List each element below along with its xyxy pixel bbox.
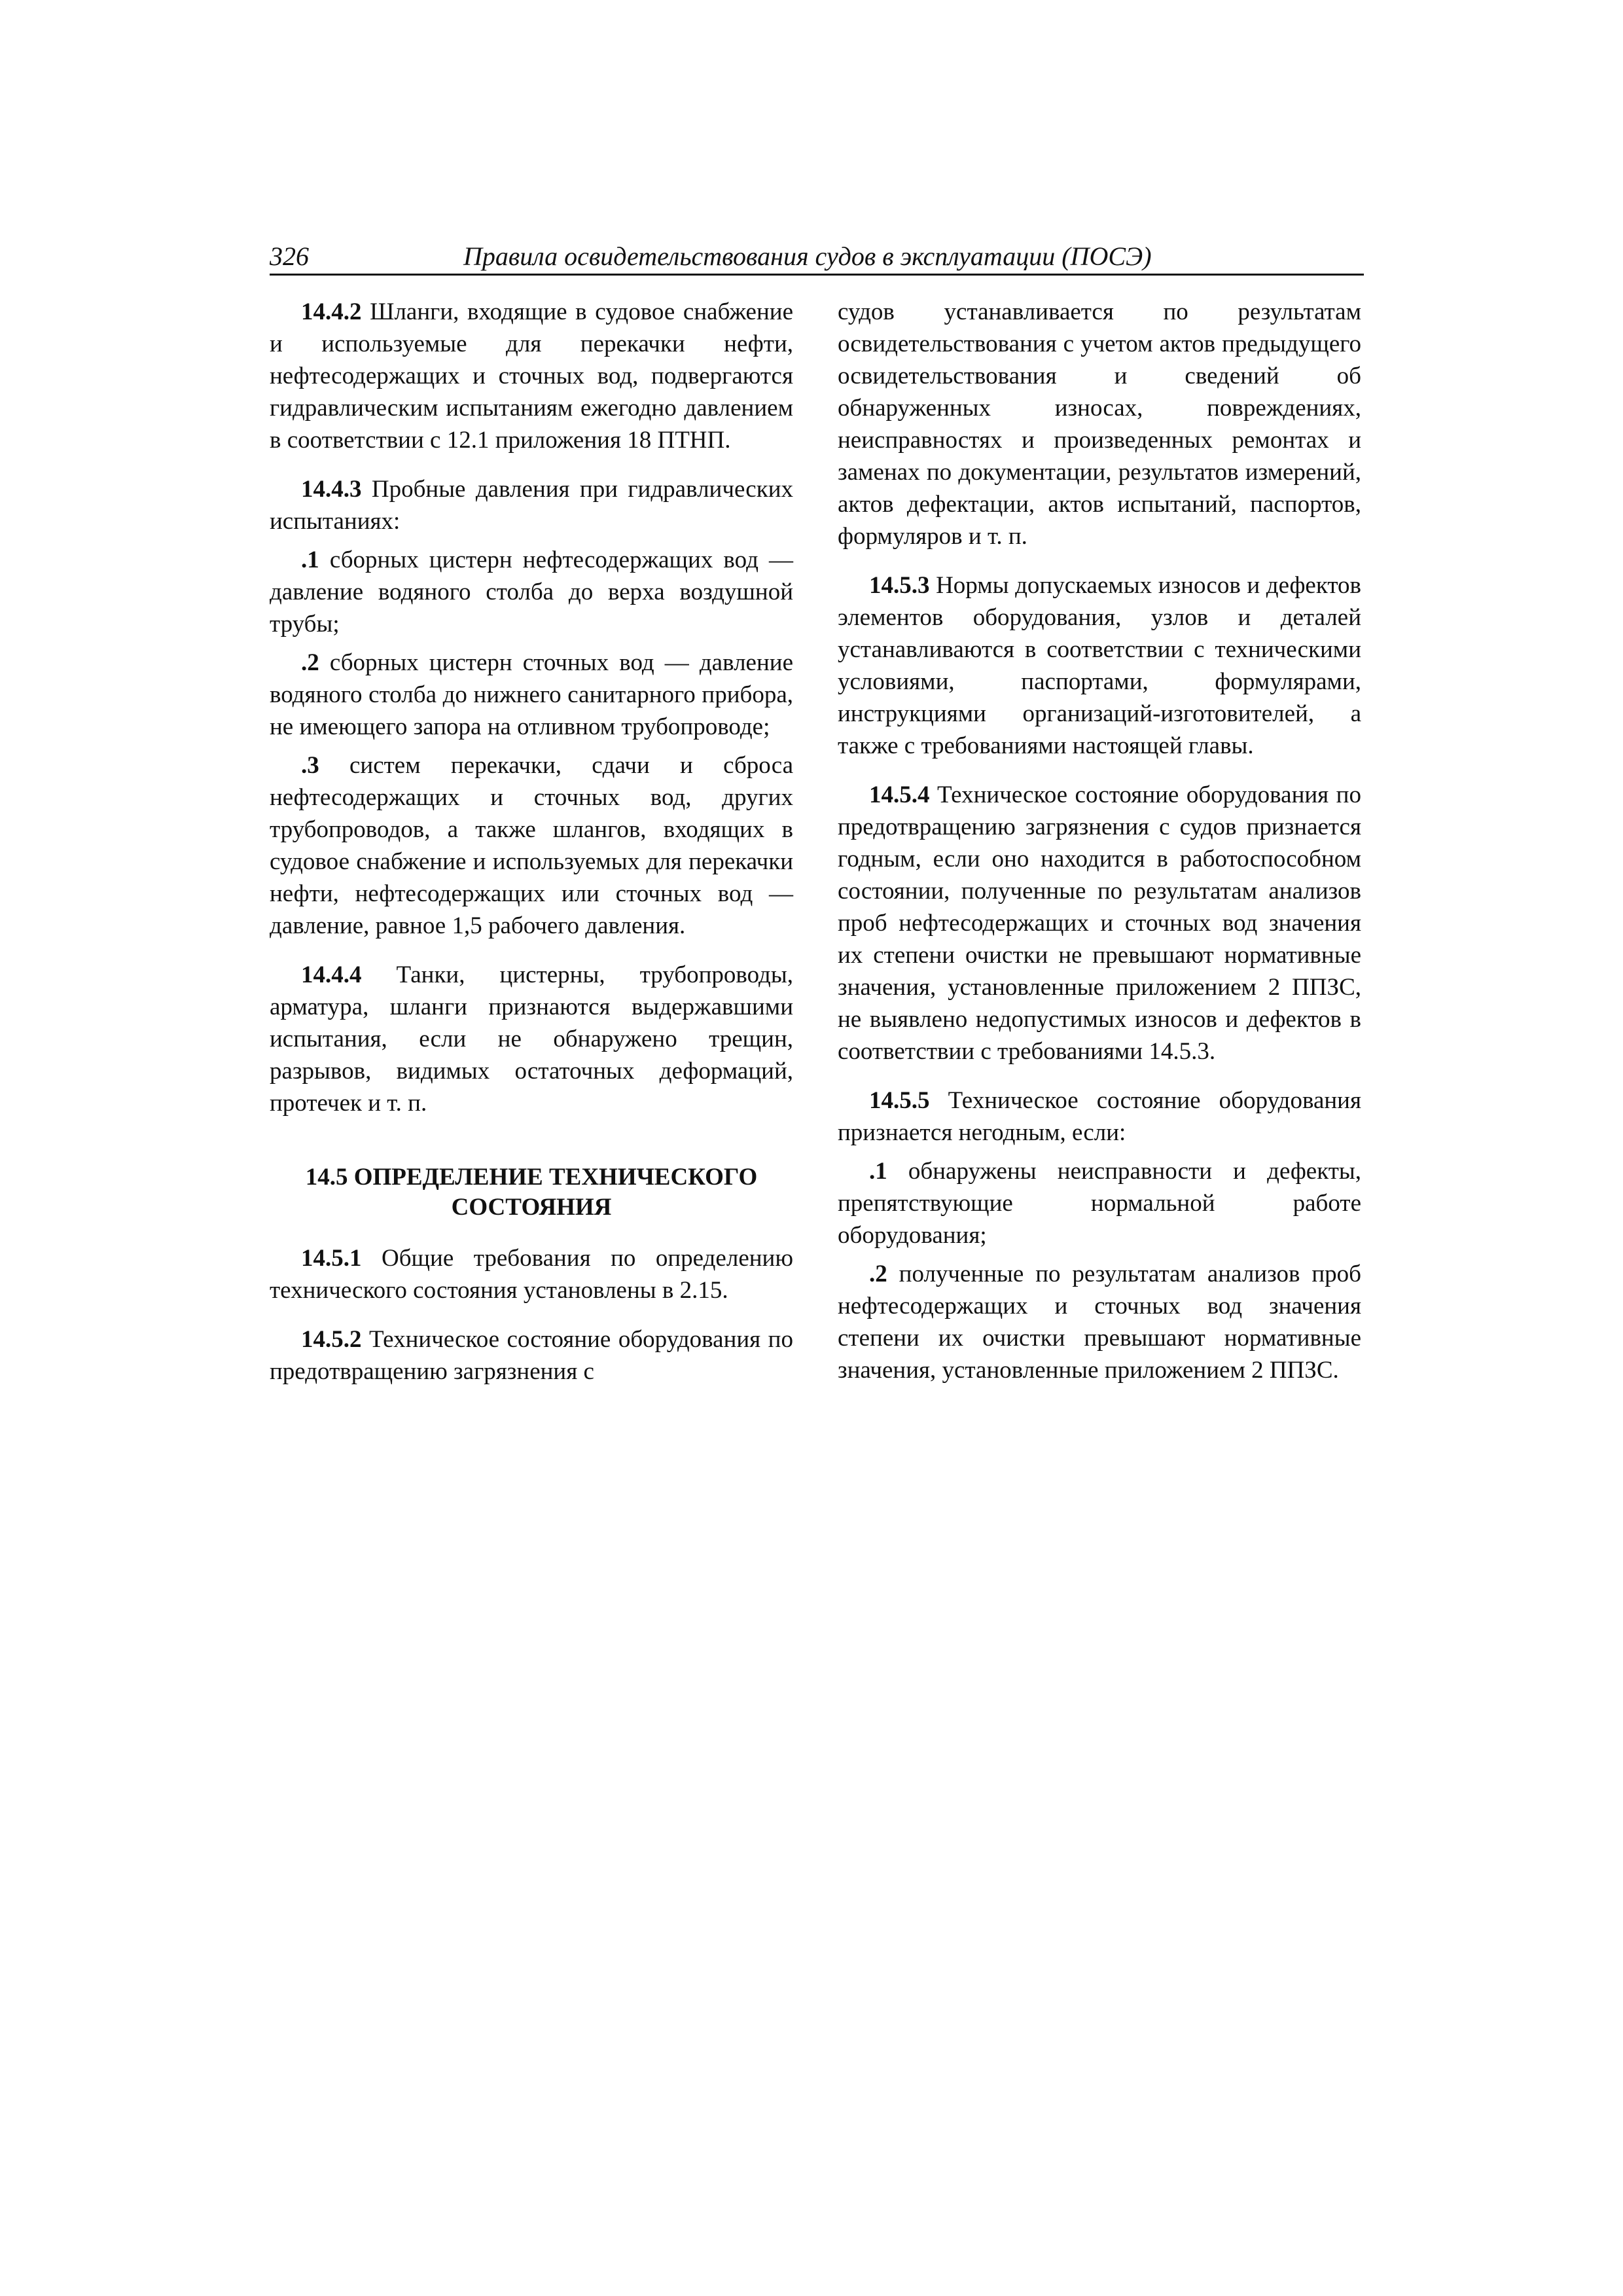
clause-text: Танки, цистерны, трубопроводы, арматура, шланги признаются выдержавшими испытания, если не обнаружено трещин, разрывов, видимых остаточных деформаций, протечек и т. п.: [270, 961, 793, 1117]
list-item-1: [270, 544, 793, 640]
clause-number: 14.4.2: [301, 298, 362, 325]
paragraph-14-4-4: [270, 959, 793, 1119]
paragraph-14-4-3: [270, 473, 793, 537]
clause-text: Общие требования по определению технического состояния установлены в 2.15.: [270, 1245, 793, 1304]
item-text: сборных цистерн нефтесодержащих вод — давление водяного столба до верха воздушной трубы;: [270, 547, 793, 637]
paragraph-14-5-3: [838, 569, 1361, 762]
clause-number: 14.5.4: [869, 781, 930, 808]
item-number: .1: [869, 1158, 887, 1185]
item-number: .1: [301, 547, 319, 573]
right-column: [838, 296, 1361, 1403]
clause-text: Техническое состояние оборудования по предотвращению загрязнения с: [270, 1326, 793, 1385]
clause-text: Шланги, входящие в судовое снабжение и используемые для перекачки нефти, нефтесодержащих и сточных вод, подвергаются гидравлическим испытаниям ежегодно давлением в соответствии с 12.1 приложения 18 ПТНП.: [270, 298, 793, 454]
item-text: обнаружены неисправности и дефекты, препятствующие нормальной работе оборудования;: [838, 1158, 1361, 1249]
list-item-1: [838, 1155, 1361, 1251]
clause-number: 14.5.5: [869, 1087, 930, 1114]
list-item-2: [838, 1258, 1361, 1386]
list-item-2: [270, 647, 793, 743]
paragraph-14-5-1: [270, 1242, 793, 1306]
left-column: [270, 296, 793, 1405]
clause-number: 14.5.2: [301, 1326, 362, 1353]
page-number: 326: [270, 242, 309, 271]
paragraph-14-4-2: [270, 296, 793, 456]
paragraph-14-5-2-continued: судов устанавливается по результатам освидетельствования с учетом актов предыдущего освидетельствования и сведений об обнаруженных износах, повреждениях, неисправностях и произведенных ремонтах и заменах по документации, результатов измерений, актов дефектации, актов испытаний, паспортов, формуляров и т. п.: [838, 298, 1361, 550]
paragraph-14-5-4: [838, 779, 1361, 1067]
section-heading-14-5: [270, 1162, 793, 1223]
clause-text: Нормы допускаемых износов и дефектов элементов оборудования, узлов и деталей устанавливаются в соответствии с техническими условиями, паспортами, формулярами, инструкциями организаций-изготовителей, а также с требованиями настоящей главы.: [838, 572, 1361, 759]
clause-number: 14.5.1: [301, 1245, 362, 1272]
running-header: [270, 238, 1364, 276]
clause-text: Техническое состояние оборудования по предотвращению загрязнения с судов признается годным, если оно находится в работоспособном состоянии, полученные по результатам анализов проб нефтесодержащих и сточных вод значения их степени очистки не превышают нормативные значения, установленные приложением 2 ППЗС, не выявлено недопустимых износов и дефектов в соответствии с требованиями 14.5.3.: [838, 781, 1361, 1065]
clause-number: 14.4.4: [301, 961, 362, 988]
clause-text: Техническое состояние оборудования признается негодным, если:: [838, 1087, 1361, 1146]
section-heading-line-2: СОСТОЯНИЯ: [451, 1194, 612, 1221]
item-number: .2: [301, 649, 319, 676]
item-number: .3: [301, 752, 319, 779]
item-text: сборных цистерн сточных вод — давление водяного столба до нижнего санитарного прибора, не имеющего запора на отливном трубопроводе;: [270, 649, 793, 740]
clause-number: 14.5.3: [869, 572, 930, 599]
paragraph-14-5-5: [838, 1085, 1361, 1149]
item-text: систем перекачки, сдачи и сброса нефтесодержащих и сточных вод, других трубопроводов, а также шлангов, входящих в судовое снабжение и используемых для перекачки нефти, нефтесодержащих или сточных вод — давление, равное 1,5 рабочего давления.: [270, 752, 793, 939]
item-number: .2: [869, 1261, 887, 1287]
list-item-3: [270, 749, 793, 942]
item-text: полученные по результатам анализов проб нефтесодержащих и сточных вод значения степени их очистки превышают нормативные значения, установленные приложением 2 ППЗС.: [838, 1261, 1361, 1384]
clause-number: 14.4.3: [301, 476, 362, 503]
clause-text: Пробные давления при гидравлических испытаниях:: [270, 476, 793, 535]
section-heading-line-1: 14.5 ОПРЕДЕЛЕНИЕ ТЕХНИЧЕСКОГО: [305, 1164, 758, 1191]
running-title: Правила освидетельствования судов в эксплуатации (ПОСЭ): [463, 242, 1152, 271]
paragraph-14-5-2: [270, 1323, 793, 1388]
